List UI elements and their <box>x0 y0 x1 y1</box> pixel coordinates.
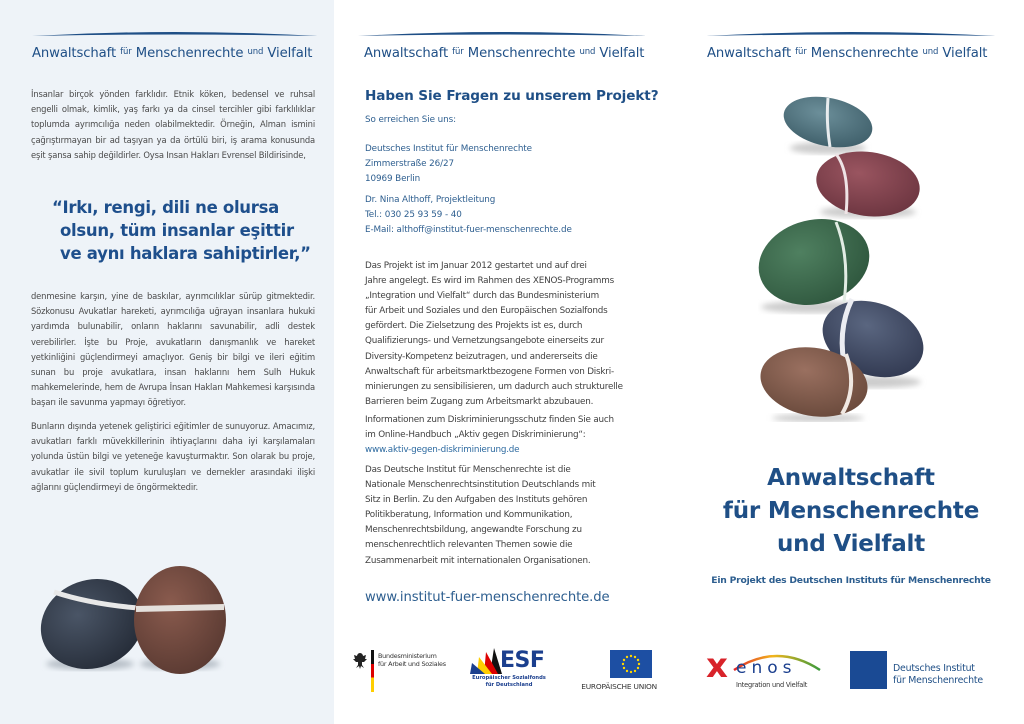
text-line: Das Deutsche Institut für Menschenrechte ist die <box>365 465 571 475</box>
text-line: Diversity-Kompetenz beizutragen, und andererseits die <box>365 351 598 362</box>
esf-line: für Deutschland <box>485 682 533 688</box>
text-line: „Integration und Vielfalt“ durch das Bundesministerium <box>365 291 600 302</box>
reach-us-label: So erreichen Sie uns: <box>365 115 456 125</box>
email-link[interactable]: E-Mail: althoff@institut-fuer-menschenrechte.de <box>365 225 572 235</box>
bmas-text <box>378 652 446 668</box>
esf-line: Europäischer Sozialfonds <box>472 675 546 681</box>
text-line: Sitz in Berlin. Zu den Aufgaben des Instituts gehören <box>365 495 588 506</box>
xenos-logo <box>706 644 824 694</box>
aktiv-gegen-diskriminierung-link[interactable]: www.aktiv-gegen-diskriminierung.de <box>365 445 520 456</box>
address-block <box>365 142 532 187</box>
dimr-line: für Menschenrechte <box>893 675 983 686</box>
pebbles-stack-image <box>758 92 958 422</box>
text-line: Jahre angelegt. Es wird im Rahmen des XENOS-Programms <box>365 276 614 287</box>
esf-logo <box>466 648 556 692</box>
dimr-text <box>893 663 983 687</box>
federal-eagle-icon <box>352 652 368 674</box>
bmas-line: für Arbeit und Soziales <box>378 660 446 668</box>
address-line: Zimmerstraße 26/27 <box>365 159 454 169</box>
running-head-part: Vielfalt <box>267 46 313 61</box>
text-line: minierungen zu sensibilisieren, um dadurch auch strukturelle <box>365 381 623 392</box>
quote-line: olsun, tüm insanlar eşittir <box>60 221 294 240</box>
text-line: menschenrechtlich relevanten Themen sowie die <box>365 540 573 551</box>
project-paragraph <box>365 259 645 410</box>
esf-mark: ESF <box>500 648 545 673</box>
running-head <box>364 46 644 61</box>
quote-line: “Irkı, rengi, dili ne olursa <box>52 198 279 217</box>
info-paragraph <box>365 413 645 458</box>
phone-number: Tel.: 030 25 93 59 - 40 <box>365 210 462 220</box>
running-head-part: Menschenrechte <box>135 46 244 61</box>
running-head-part: Menschenrechte <box>810 46 919 61</box>
contact-heading: Haben Sie Fragen zu unserem Projekt? <box>365 88 659 104</box>
text-line: Nationale Menschenrechtsinstitution Deutschlands mit <box>365 480 596 491</box>
text-line: Barrieren beim Zugang zum Arbeitsmarkt abzubauen. <box>365 396 594 407</box>
dimr-logo <box>850 651 1000 691</box>
cover-subtitle: Ein Projekt des Deutschen Instituts für Menschenrechte <box>711 575 991 586</box>
title-line: Anwaltschaft <box>767 465 935 491</box>
bmas-line: Bundesministerium <box>378 652 437 660</box>
text-line: Qualifizierungs- und Vernetzungsangebote einerseits zur <box>365 336 604 347</box>
running-head-small: und <box>579 47 596 57</box>
running-head-small: und <box>247 47 264 57</box>
dimr-square-icon <box>850 651 887 689</box>
pull-quote <box>52 196 312 265</box>
running-head-small: für <box>120 47 132 57</box>
text-line: Das Projekt ist im Januar 2012 gestartet und auf drei <box>365 261 587 271</box>
contact-person: Dr. Nina Althoff, Projektleitung <box>365 195 496 205</box>
running-head-part: Vielfalt <box>942 46 988 61</box>
text-line: im Online-Handbuch „Aktiv gegen Diskriminierung“: <box>365 430 586 441</box>
header-swoosh <box>32 30 318 38</box>
running-head-part: Anwaltschaft <box>707 46 792 61</box>
running-head <box>707 46 987 61</box>
eu-flag-icon <box>610 650 652 678</box>
esf-subtitle <box>466 675 552 689</box>
intro-paragraph: İnsanlar birçok yönden farklıdır. Etnik köken, bedensel ve ruhsal engelli olmak, kimlik, yaş farkı ya da cinsel tercihler gibi farklılıklar toplumda ayrımcılığa neden olabilmektedir. Örneğin, Alman ismini çağrıştırmayan bir ad taşıyan ya da örtülü biri, iş arama konusunda eşit şansa sahip değildirler. Oysa Insan Hakları Evrensel Bildirisinde, <box>31 89 315 160</box>
text-line: Anwaltschaft für arbeitsmarktbezogene Formen von Diskri- <box>365 366 614 377</box>
running-head-part: Anwaltschaft <box>364 46 449 61</box>
quote-line: ve aynı haklara sahiptirler,” <box>60 244 311 263</box>
esf-stripes-icon <box>470 648 502 674</box>
pebbles-image <box>30 552 238 690</box>
text-line: Politikberatung, Information und Kommunikation, <box>365 510 573 521</box>
institute-paragraph <box>365 463 645 569</box>
paragraph-3: Bunların dışında yetenek geliştirici eğitimler de sunuyoruz. Amacımız, avukatları farklı müvekkillerinin ihtiyaçlarını daha iyi karşılamaları yolunda üstün bilgi ve yeteneğe kavuşturmaktır. Son olarak bu proje, avukatlar ile sivil toplum kuruluşları ve dernekler arasındaki ilişki ağlarını güçlendirmeyi de öngörmektedir. <box>31 421 315 492</box>
eu-logo <box>562 648 657 694</box>
left-panel <box>0 0 334 724</box>
text-line: gefördert. Die Zielsetzung des Projekts ist es, durch <box>365 321 583 332</box>
header-swoosh <box>706 30 996 38</box>
running-head-small: und <box>922 47 939 57</box>
address-line: 10969 Berlin <box>365 174 421 184</box>
flag-bar <box>371 650 374 692</box>
running-head <box>32 46 312 61</box>
dimr-line: Deutsches Institut <box>893 663 975 674</box>
header-swoosh <box>358 30 646 38</box>
text-line: für Arbeit und Soziales und den Europäischen Sozialfonds <box>365 306 608 317</box>
bmas-logo <box>352 648 462 696</box>
running-head-part: Menschenrechte <box>467 46 576 61</box>
running-head-part: Vielfalt <box>599 46 645 61</box>
right-panel-cover <box>678 0 1024 724</box>
eu-label: EUROPÄISCHE UNION <box>581 682 657 691</box>
xenos-word: enos <box>736 658 797 678</box>
text-line: Menschenrechtsbildung, angewandte Forschung zu <box>365 525 582 536</box>
paragraph-2: denmesine karşın, yine de baskılar, ayrımcılıklar sürüp gitmektedir. Sözkonusu Avukatlar hareketi, ayrımcılığa uğrayan insanlara hukuki yardımda bulunabilir, onların haklarını savunabilir, adli destek verebilirler. İşte bu Proje, avukatların danışmanlık ve hareket yetkinliğini güçlendirmeyi amaçlıyor. Geniş bir bilgi ve ileri eğitim sunan bu proje avukatlara, insan haklarını hem Sulh Hukuk mahkemelerinde, hem de Avrupa İnsan Hakları Mahkemesi karşısında başarı ile savunma yapmayı öğretiyor. <box>31 291 315 408</box>
contact-block <box>365 193 572 238</box>
middle-panel <box>334 0 678 724</box>
xenos-x-mark: x <box>706 646 728 686</box>
xenos-tagline: Integration und Vielfalt <box>736 681 808 689</box>
running-head-small: für <box>795 47 807 57</box>
running-head-small: für <box>452 47 464 57</box>
running-head-part: Anwaltschaft <box>32 46 117 61</box>
title-line: und Vielfalt <box>777 531 925 557</box>
title-line: für Menschenrechte <box>722 498 980 524</box>
text-line: Zusammenarbeit mit internationalen Organisationen. <box>365 555 591 566</box>
cover-title <box>678 462 1024 561</box>
address-line: Deutsches Institut für Menschenrechte <box>365 144 532 154</box>
website-link[interactable]: www.institut-fuer-menschenrechte.de <box>365 590 610 605</box>
text-line: Informationen zum Diskriminierungsschutz finden Sie auch <box>365 415 614 425</box>
